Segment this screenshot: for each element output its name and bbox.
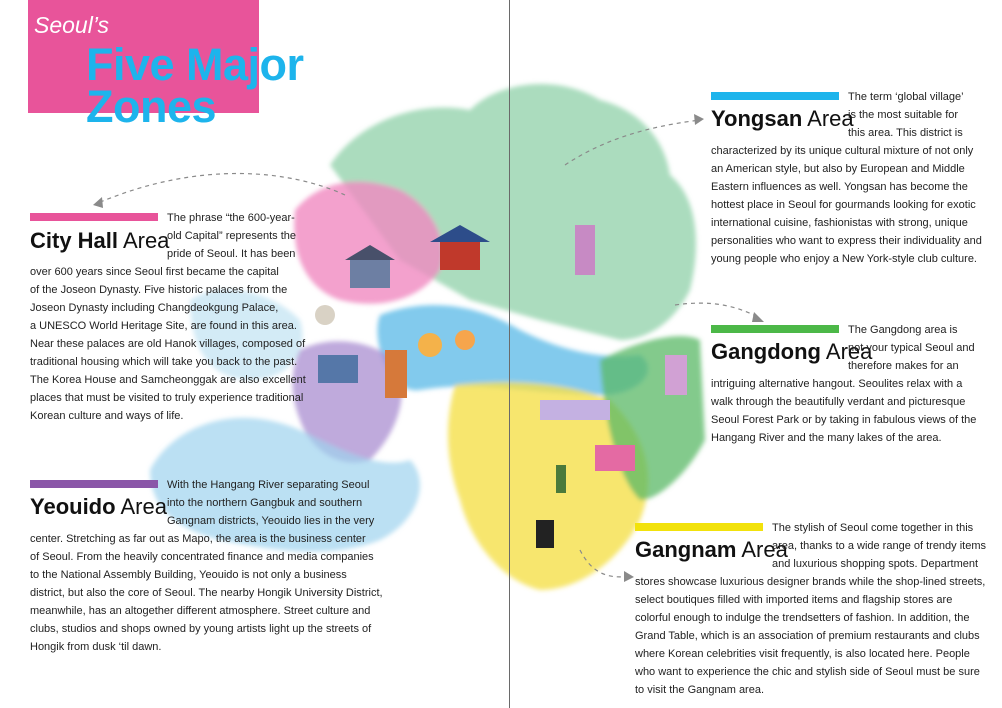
yeouido-text [30, 476, 395, 656]
yeouido-line: to the National Assembly Building, Yeouido is not only a business [30, 569, 347, 581]
gangnam-line: Grand Table, which is an association of premium restaurants and clubs [635, 630, 980, 642]
gangdong-line: not your typical Seoul and [848, 342, 975, 354]
yongsan-line: The term ‘global village’ [848, 91, 964, 103]
cityhall-line: old Capital” represents the [167, 230, 297, 242]
gangnam-line: The stylish of Seoul come together in this [772, 522, 974, 534]
yongsan-line: personalities who want to express their individuality and [711, 235, 982, 247]
gangnam-line: select boutiques filled with imported items and flagship stores are [635, 594, 953, 606]
page-title [86, 39, 304, 132]
yeouido-line: clubs, studios and shops owned by young artists light up the streets of [30, 623, 372, 635]
gangdong-text [711, 321, 996, 447]
yeouido-area-label: Area [120, 494, 167, 519]
gangdong-line: The Gangdong area is [848, 324, 958, 336]
gangnam-line: who want to experience the chic and stylish side of Seoul must be sure [635, 666, 980, 678]
gangdong-line: Seoul Forest Park or by taking in fabulous views of the [711, 414, 977, 426]
cityhall-text [30, 209, 320, 425]
yongsan-area-label: Area [807, 106, 854, 131]
yongsan-text [711, 88, 996, 268]
yeouido-line: of Seoul. From the heavily concentrated finance and media companies [30, 551, 374, 563]
gangnam-text [635, 519, 995, 699]
yongsan-line: hottest place in Seoul for gourmands looking for exotic [711, 199, 976, 211]
cityhall-line: places that must be visited to truly experience traditional [30, 392, 304, 404]
yeouido-line: district, but also the core of Seoul. The nearby Hongik University District, [30, 587, 383, 599]
gangnam-line: where Korean celebrities visit frequently, is also located here. People [635, 648, 970, 660]
cityhall-line: The phrase “the 600-year- [167, 212, 295, 224]
gangdong-area-label: Area [825, 339, 873, 364]
yongsan-line: international cuisine, fashionistas with strong, unique [711, 217, 968, 229]
title-line-1: Five Major [86, 39, 304, 90]
yeouido-line: With the Hangang River separating Seoul [167, 479, 370, 491]
cityhall-line: over 600 years since Seoul first became the capital [30, 266, 279, 278]
yongsan-line: this area. This district is [848, 127, 963, 139]
yeouido-line: into the northern Gangbuk and southern [167, 497, 363, 509]
gangnam-line: stores showcase luxurious designer brands while the shop-lined streets, [635, 576, 986, 588]
title-small: Seoul’s [34, 12, 110, 38]
gangdong-line: walk through the beautifully verdant and picturesque [711, 396, 966, 408]
cityhall-line: pride of Seoul. It has been [167, 248, 296, 260]
yongsan-line: is the most suitable for [848, 109, 959, 121]
gangdong-line: therefore makes for an [848, 360, 959, 372]
gangdong-name: Gangdong [711, 339, 821, 364]
gangnam-line: to visit the Gangnam area. [635, 684, 765, 696]
yongsan-line: characterized by its unique cultural mixture of not only [711, 145, 974, 157]
gangnam-line: colorful enough to indulge the trendsetters of fashion. In addition, the [635, 612, 970, 624]
yongsan-name: Yongsan [711, 106, 803, 131]
yeouido-line: center. Stretching as far out as Mapo, the area is the business center [30, 533, 366, 545]
cityhall-name: City Hall [30, 228, 119, 253]
gangnam-area-label: Area [741, 537, 788, 562]
yongsan-line: young people who enjoy a New York-style club culture. [711, 253, 977, 265]
cityhall-line: Near these palaces are old Hanok villages, composed of [30, 338, 306, 350]
gangnam-name: Gangnam [635, 537, 737, 562]
yeouido-line: Gangnam districts, Yeouido lies in the very [167, 515, 375, 527]
gangdong-line: intriguing alternative hangout. Seoulites relax with a [711, 378, 963, 390]
cityhall-area-label: Area [122, 228, 170, 253]
yongsan-line: Eastern influences as well. Yongsan has become the [711, 181, 968, 193]
cityhall-line: The Korea House and Samcheonggak are also excellent [30, 374, 306, 386]
cityhall-line: Joseon Dynasty including Changdeokgung Palace, [30, 302, 279, 314]
page-spine [509, 0, 510, 708]
yongsan-line: an American style, but also by European and Middle [711, 163, 965, 175]
cityhall-line: Korean culture and ways of life. [30, 410, 184, 422]
yeouido-line: Hongik from dusk ‘til dawn. [30, 641, 162, 653]
yeouido-name: Yeouido [30, 494, 116, 519]
cityhall-line: a UNESCO World Heritage Site, are found in this area. [30, 320, 297, 332]
gangnam-line: area, thanks to a wide range of trendy items [772, 540, 987, 552]
cityhall-line: traditional housing which will take you back to the past. [30, 356, 298, 368]
gangnam-line: and luxurious shopping spots. Department [772, 558, 979, 570]
gangdong-line: Hangang River and the many lakes of the area. [711, 432, 942, 444]
title-line-2: Zones [86, 81, 217, 132]
cityhall-line: of the Joseon Dynasty. Five historic palaces from the [30, 284, 288, 296]
yeouido-line: meanwhile, has an altogether different atmosphere. Street culture and [30, 605, 371, 617]
